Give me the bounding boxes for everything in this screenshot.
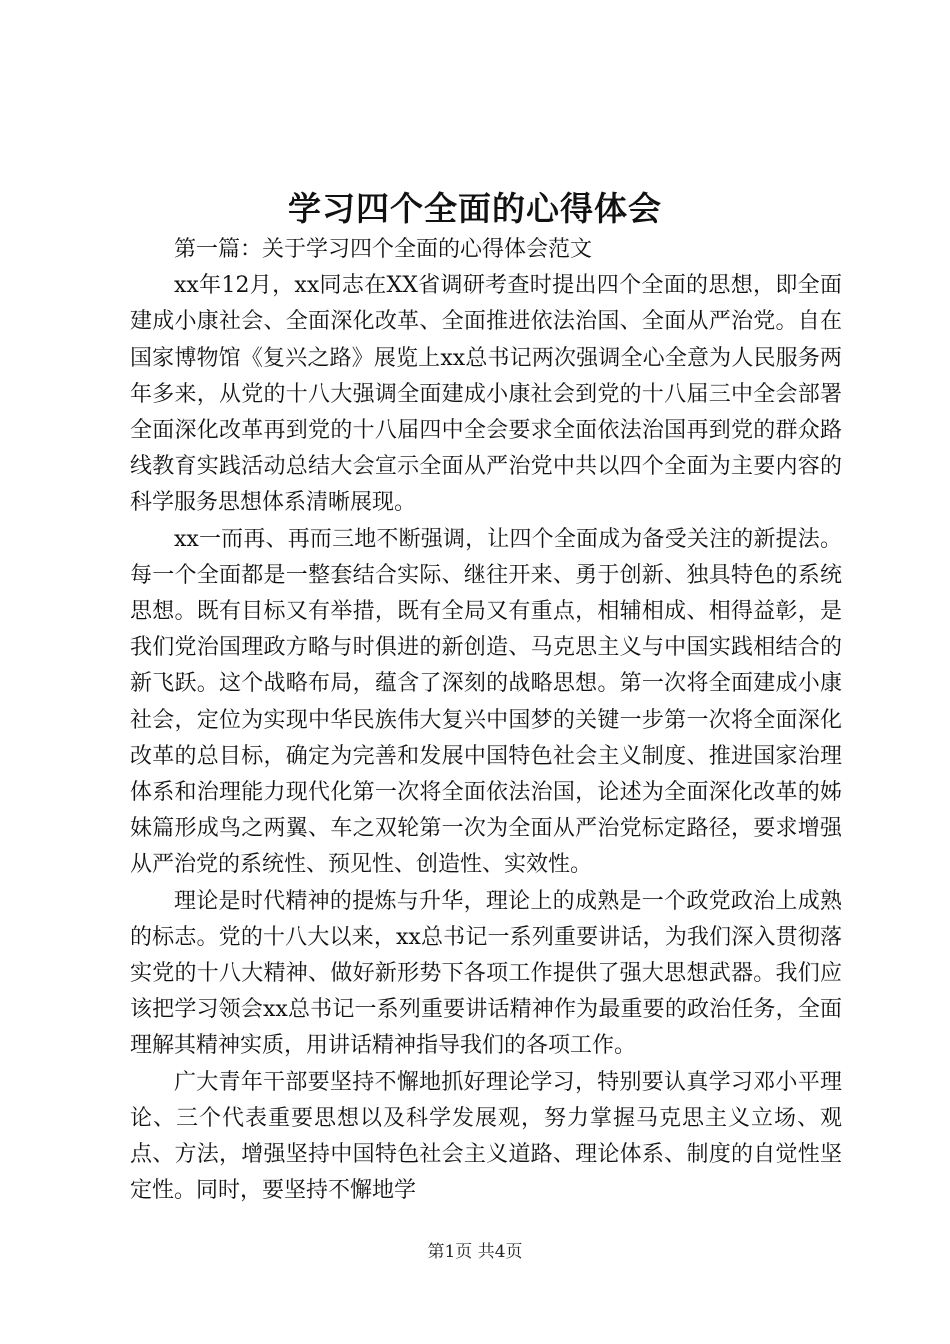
page-number-footer: 第1页 共4页 [427,1242,523,1262]
body-paragraph: 广大青年干部要坚持不懈地抓好理论学习，特别要认真学习邓小平理论、三个代表重要思想以及科学发展观，努力掌握马克思主义立场、观点、方法，增强坚持中国特色社会主义道路、理论体系、制度的自觉性坚定性。同时，要坚持不懈地学 [130,1069,842,1204]
body-paragraph: xx一而再、再而三地不断强调，让四个全面成为备受关注的新提法。每一个全面都是一整套结合实际、继往开来、勇于创新、独具特色的系统思想。既有目标又有举措，既有全局又有重点，相辅相成、相得益彰，是我们党治国理政方略与时俱进的新创造、马克思主义与中国实践相结合的新飞跃。这个战略布局，蕴含了深刻的战略思想。第一次将全面建成小康社会，定位为实现中华民族伟大复兴中国梦的关键一步第一次将全面深化改革的总目标，确定为完善和发展中国特色社会主义制度、推进国家治理体系和治理能力现代化第一次将全面依法治国，论述为全面深化改革的姊妹篇形成鸟之两翼、车之双轮第一次为全面从严治党标定路径，要求增强从严治党的系统性、预见性、创造性、实效性。 [130,526,842,878]
section-heading: 第一篇：关于学习四个全面的心得体会范文 [174,237,593,262]
document-body [130,232,842,1209]
body-paragraph: xx年12月，xx同志在XX省调研考查时提出四个全面的思想，即全面建成小康社会、全面深化改革、全面推进依法治国、全面从严治党。自在国家博物馆《复兴之路》展览上xx总书记两次强调全心全意为人民服务两年多来，从党的十八大强调全面建成小康社会到党的十八届三中全会部署全面深化改革再到党的十八届四中全会要求全面依法治国再到党的群众路线教育实践活动总结大会宣示全面从严治党中共以四个全面为主要内容的科学服务思想体系清晰展现。 [130,273,842,516]
body-paragraph: 理论是时代精神的提炼与升华，理论上的成熟是一个政党政治上成熟的标志。党的十八大以来，xx总书记一系列重要讲话，为我们深入贯彻落实党的十八大精神、做好新形势下各项工作提供了强大思想武器。我们应该把学习领会xx总书记一系列重要讲话精神作为最重要的政治任务，全面理解其精神实质，用讲话精神指导我们的各项工作。 [130,888,842,1059]
document-title: 学习四个全面的心得体会 [288,189,662,228]
